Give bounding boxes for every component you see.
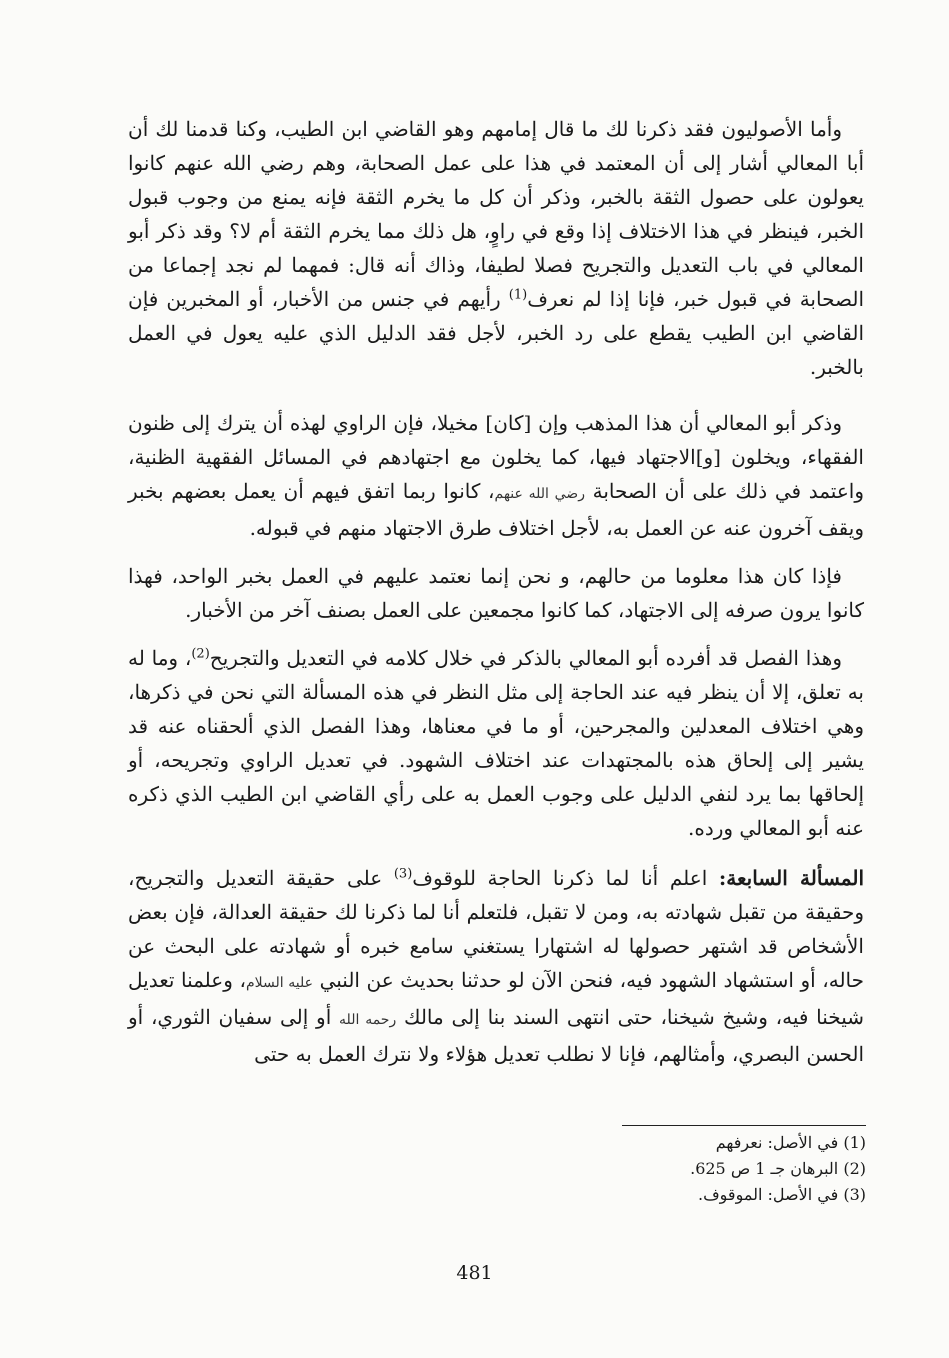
footnote-2: (2) البرهان جـ 1 ص 625. (690, 1159, 866, 1178)
honorific-glyph: عليه السلام (245, 975, 313, 991)
paragraph-5-text: اعلم أنا لما ذكرنا الحاجة للوقوف (412, 866, 719, 890)
paragraph-3 (128, 559, 864, 627)
paragraph-5-rest: على حقيقة التعديل والتجريح، وحقيقة من تقبل شهادته به، ومن لا تقبل، فلتعلم أنا لما ذكرنا لك حقيقة العدالة، فإن بعض الأشخاص قد اشتهر حصولها له اشتهارا يستغني سامع خبره أو شهادته على البحث عن حاله، أو استشهاد الشهود فيه، فنحن الآن لو حدثنا بحديث عن النبي (128, 866, 865, 992)
paragraph-3-text: فإذا كان هذا معلوما من حالهم، و نحن إنما نعتمد عليهم في العمل بخبر الواحد، فهذا كانوا يرون صرفه إلى الاجتهاد، كما كانوا مجمعين على العمل بصنف آخر من الأخبار. (128, 564, 864, 622)
paragraph-4-text: وهذا الفصل قد أفرده أبو المعالي بالذكر في خلال كلامه في التعديل والتجريح (209, 646, 842, 670)
paragraph-5-rest-2: ، وعلمنا تعديل شيخنا فيه، وشيخ شيخنا، حتى انتهى السند بنا إلى مالك (128, 968, 865, 1029)
paragraph-4 (128, 641, 864, 845)
footnote-1: (1) في الأصل: نعرفهم (715, 1133, 866, 1152)
paragraph-1-rest: رأيهم في جنس من الأخبار، أو المخبرين فإن القاضي ابن الطيب يقطع على رد الخبر، لأجل فقد الدليل الذي عليه يعول في العمل بالخبر. (128, 287, 864, 379)
paragraph-2 (128, 406, 864, 545)
footnote-ref-2: (2) (191, 646, 210, 662)
paragraph-1 (128, 112, 864, 384)
paragraph-5-rest-3: أو إلى سفيان الثوري، أو الحسن البصري، وأمثالهم، فإنا لا نطلب تعديل هؤلاء ولا نترك العمل به حتى (128, 1005, 864, 1066)
paragraph-2-text: وذكر أبو المعالي أن هذا المذهب وإن [كان] مخيلا، فإن الراوي لهذه أن يترك إلى ظنون الفقهاء، ويخلون [و]الاجتهاد فيها، كما يخلون مع اجتهادهم في المسائل الفقهية الظنية، واعتمد في ذلك على أن الصحابة (128, 411, 864, 503)
footnotes (480, 1130, 866, 1208)
paragraph-4-rest: ، وما له به تعلق، إلا أن ينظر فيه عند الحاجة إلى مثل النظر في هذه المسألة التي نحن في ذكرها، وهي اختلاف المعدلين والمجرحين، أو ما في معناها، وهذا الفصل الذي ألحقناه عنه قد يشير إلى إلحاق هذه بالمجتهدات عند اختلاف الشهود. في تعديل الراوي وتجريحه، أو إلحاقها بما يرد لنفي الدليل على وجوب العمل به على رأي القاضي ابن الطيب الذي ذكره عنه أبو المعالي ورده. (128, 646, 864, 840)
footnote-ref-1: (1) (508, 287, 528, 303)
paragraph-1-text: وأما الأصوليون فقد ذكرنا لك ما قال إمامهم وهو القاضي ابن الطيب، وكنا قدمنا لك أن أبا المعالي أشار إلى أن المعتمد في هذا على عمل الصحابة، وهم رضي الله عنهم كانوا يعولون على حصول الثقة بالخبر، وذكر أن كل ما يخرم الثقة فإنه يمنع من وجوب قبول الخبر، فينظر في هذا الاختلاف إذا وقع في راوٍ، هل ذلك مما يخرم الثقة أم لا؟ وقد ذكر أبو المعالي في باب التعديل والتجريح فصلا لطيفا، وذاك أنه قال: فمهما لم نجد إجماعا من الصحابة في قبول خبر، فإنا إذا لم نعرف (128, 117, 865, 311)
paragraph-5 (128, 861, 864, 1071)
paragraph-2-rest: ، كانوا ربما اتفق فيهم أن يعمل بعضهم بخبر ويقف آخرون عنه عن العمل به، لأجل اختلاف طرق الاجتهاد منهم في قبوله. (128, 479, 864, 540)
page-number: 481 (456, 1262, 493, 1284)
honorific-glyph: رضي الله عنهم (494, 486, 585, 502)
footnote-3: (3) في الأصل: الموقوف. (697, 1185, 866, 1204)
section-heading: المسألة السابعة: (718, 866, 865, 890)
footnote-separator (622, 1125, 866, 1126)
main-text (128, 112, 864, 1087)
footnote-ref-3: (3) (393, 866, 413, 882)
honorific-glyph: رحمه الله (339, 1012, 397, 1028)
